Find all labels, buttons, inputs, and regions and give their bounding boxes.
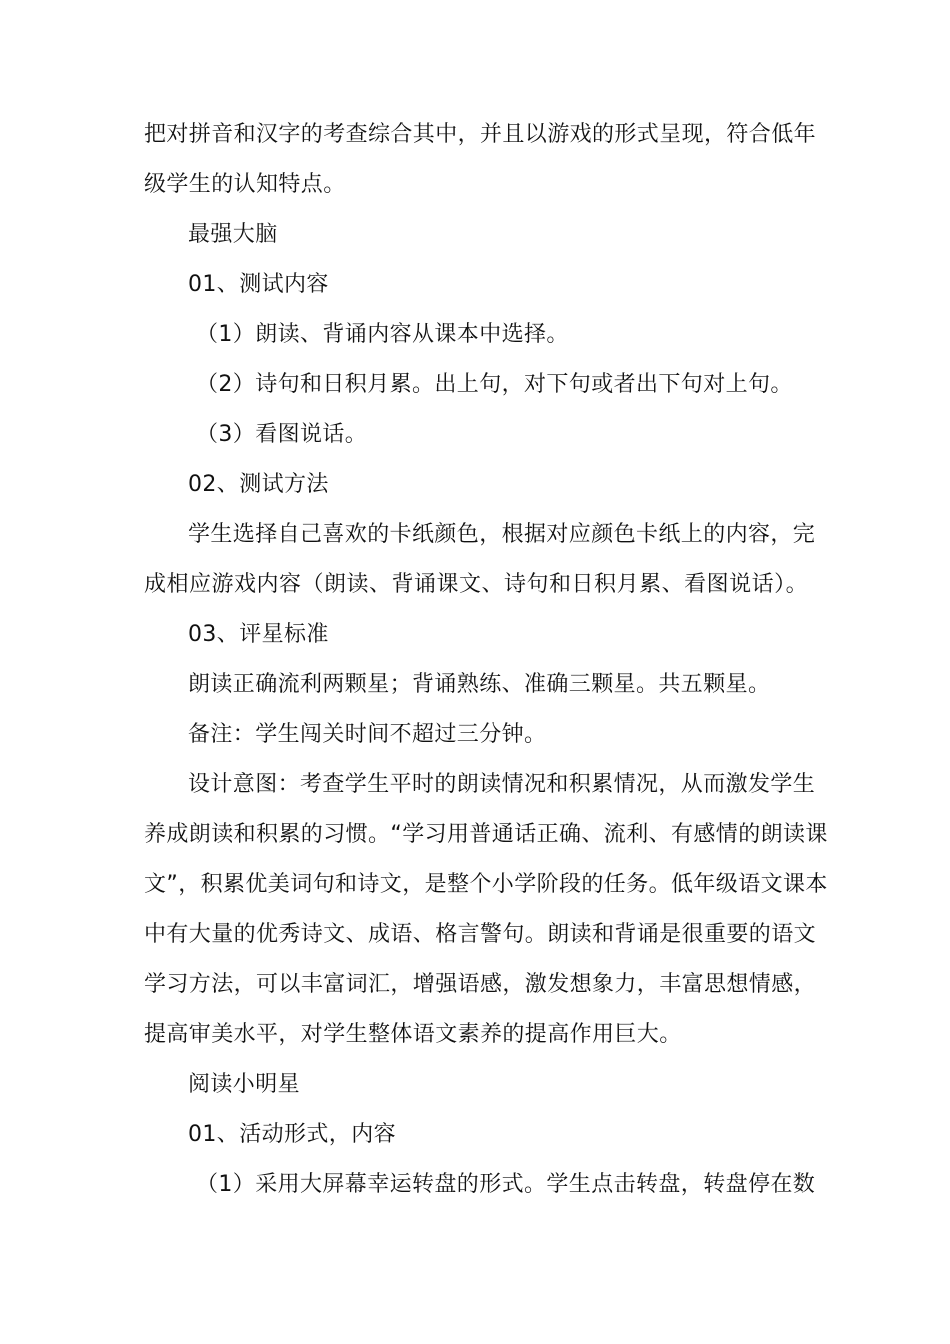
subsection-heading: 03、评星标准 (188, 622, 329, 647)
paragraph-line: 设计意图：考查学生平时的朗读情况和积累情况，从而激发学生 (188, 772, 816, 797)
paragraph-line: 中有大量的优秀诗文、成语、格言警句。朗读和背诵是很重要的语文 (144, 922, 817, 947)
section-heading: 阅读小明星 (188, 1072, 301, 1097)
subsection-heading: 01、测试内容 (188, 272, 329, 297)
paragraph-line: 学习方法，可以丰富词汇，增强语感，激发想象力，丰富思想情感， (144, 972, 817, 997)
list-item: （3）看图说话。 (196, 422, 368, 447)
paragraph-line: 养成朗读和积累的习惯。“学习用普通话正确、流利、有感情的朗读课 (144, 822, 828, 847)
subsection-heading: 02、测试方法 (188, 472, 329, 497)
paragraph-line: 学生选择自己喜欢的卡纸颜色，根据对应颜色卡纸上的内容，完 (188, 522, 816, 547)
paragraph-line: 朗读正确流利两颗星；背诵熟练、准确三颗星。共五颗星。 (188, 672, 771, 697)
note-line: 备注：学生闯关时间不超过三分钟。 (188, 722, 547, 747)
section-heading: 最强大脑 (188, 222, 278, 247)
paragraph-line: 提高审美水平，对学生整体语文素养的提高作用巨大。 (144, 1022, 682, 1047)
paragraph-line: 文”，积累优美词句和诗文，是整个小学阶段的任务。低年级语文课本 (144, 872, 828, 897)
paragraph-line: 级学生的认知特点。 (144, 172, 346, 197)
list-item: （1）朗读、背诵内容从课本中选择。 (196, 322, 569, 347)
paragraph-line: 成相应游戏内容（朗读、背诵课文、诗句和日积月累、看图说话）。 (144, 572, 808, 597)
subsection-heading: 01、活动形式，内容 (188, 1122, 396, 1147)
paragraph-line: 把对拼音和汉字的考查综合其中，并且以游戏的形式呈现，符合低年 (144, 122, 817, 147)
list-item: （2）诗句和日积月累。出上句，对下句或者出下句对上句。 (196, 372, 793, 397)
list-item: （1）采用大屏幕幸运转盘的形式。学生点击转盘，转盘停在数 (196, 1172, 816, 1197)
